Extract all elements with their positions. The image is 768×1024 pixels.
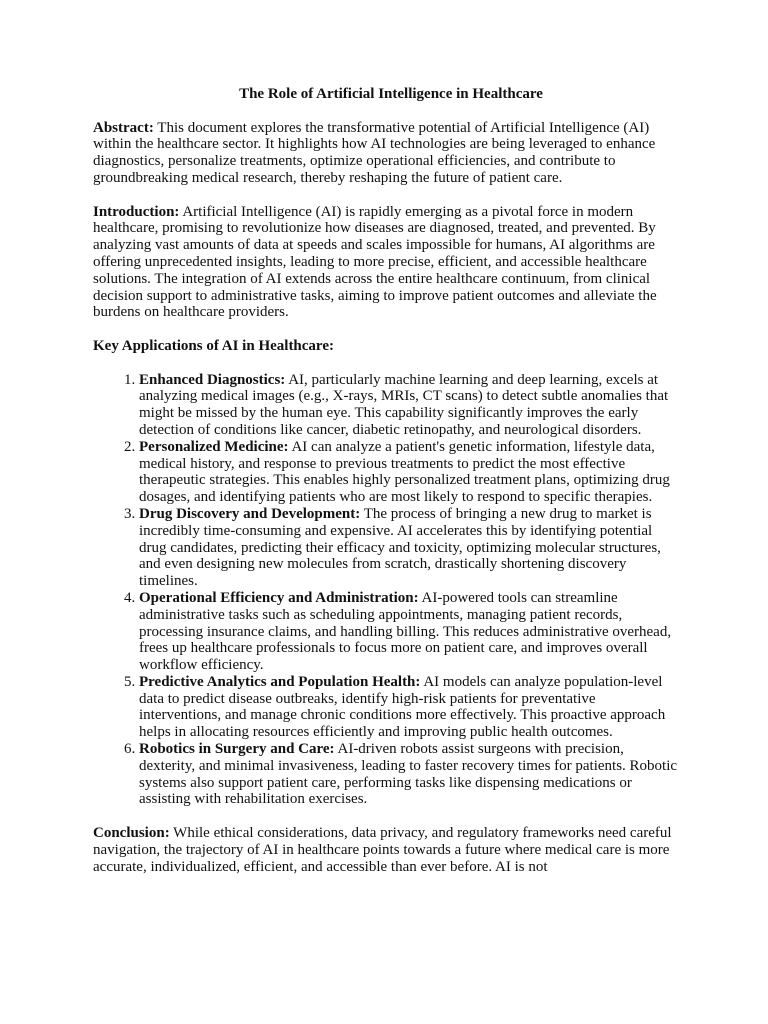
list-item-text: AI can analyze a patient's genetic information, lifestyle data, medical history, and response to previous treatments to predict the most effective therapeutic strategies. This enables highly personalized treatment plans, optimizing drug dosages, and identifying patients who are most likely to respond to specific therapies. xyxy=(139,438,670,506)
conclusion-paragraph xyxy=(93,825,679,875)
list-item xyxy=(139,439,679,506)
list-item-text: AI-powered tools can streamline administrative tasks such as scheduling appointments, managing patient records, processing insurance claims, and handling billing. This reduces administrative overhead, frees up healthcare professionals to focus more on patient care, and improves overall workflow efficiency. xyxy=(139,589,672,674)
abstract-paragraph xyxy=(93,120,679,187)
document-title: The Role of Artificial Intelligence in Healthcare xyxy=(239,86,543,102)
list-item-text: AI, particularly machine learning and deep learning, excels at analyzing medical images (e.g., X-rays, MRIs, CT scans) to detect subtle anomalies that might be missed by the human eye. This capability significantly improves the early detection of conditions like cancer, diabetic retinopathy, and neurological disorders. xyxy=(139,371,669,438)
introduction-label: Introduction: xyxy=(93,203,180,220)
list-item xyxy=(139,506,679,590)
introduction-text: Artificial Intelligence (AI) is rapidly emerging as a pivotal force in modern healthcare, promising to revolutionize how diseases are diagnosed, treated, and prevented. By analyzing vast amounts of data at speeds and scales impossible for humans, AI algorithms are offering unprecedented insights, leading to more precise, efficient, and accessible healthcare solutions. The integration of AI extends across the entire healthcare continuum, from clinical decision support to administrative tasks, aiming to improve patient outcomes and alleviate the burdens on healthcare providers. xyxy=(93,203,657,321)
list-item xyxy=(139,590,679,674)
list-item xyxy=(139,674,679,741)
list-item-label: Drug Discovery and Development: xyxy=(139,505,361,522)
list-item-label: Enhanced Diagnostics: xyxy=(139,371,286,388)
conclusion-label: Conclusion: xyxy=(93,825,170,842)
conclusion-text: While ethical considerations, data privacy, and regulatory frameworks need careful navigation, the trajectory of AI in healthcare points towards a future where medical care is more accurate, individualized, efficient, and accessible than ever before. AI is not xyxy=(93,825,672,875)
list-item xyxy=(139,372,679,439)
applications-list xyxy=(93,372,679,809)
abstract-label: Abstract: xyxy=(93,119,154,136)
introduction-paragraph xyxy=(93,204,679,322)
list-item xyxy=(139,741,679,808)
list-item-label: Operational Efficiency and Administration: xyxy=(139,589,419,606)
list-item-text: AI models can analyze population-level data to predict disease outbreaks, identify high-risk patients for preventative interventions, and manage chronic conditions more effectively. This proactive approach helps in allocating resources efficiently and improving public health outcomes. xyxy=(139,673,666,741)
list-item-label: Predictive Analytics and Population Health: xyxy=(139,673,421,690)
list-item-label: Robotics in Surgery and Care: xyxy=(139,741,335,758)
abstract-text: This document explores the transformative potential of Artificial Intelligence (AI) within the healthcare sector. It highlights how AI technologies are being leveraged to enhance diagnostics, personalize treatments, optimize operational efficiencies, and contribute to groundbreaking medical research, thereby reshaping the future of patient care. xyxy=(93,119,656,186)
applications-heading: Key Applications of AI in Healthcare: xyxy=(93,337,334,354)
list-item-text: AI-driven robots assist surgeons with precision, dexterity, and minimal invasiveness, leading to faster recovery times for patients. Robotic systems also support patient care, performing tasks like dispensing medications or assisting with rehabilitation exercises. xyxy=(139,741,678,808)
list-item-label: Personalized Medicine: xyxy=(139,438,289,455)
list-item-text: The process of bringing a new drug to market is incredibly time-consuming and expensive. AI accelerates this by identifying potential drug candidates, predicting their efficacy and toxicity, optimizing molecular structures, and even designing new molecules from scratch, drastically shortening discovery timelines. xyxy=(139,505,661,590)
document-page xyxy=(93,86,679,892)
